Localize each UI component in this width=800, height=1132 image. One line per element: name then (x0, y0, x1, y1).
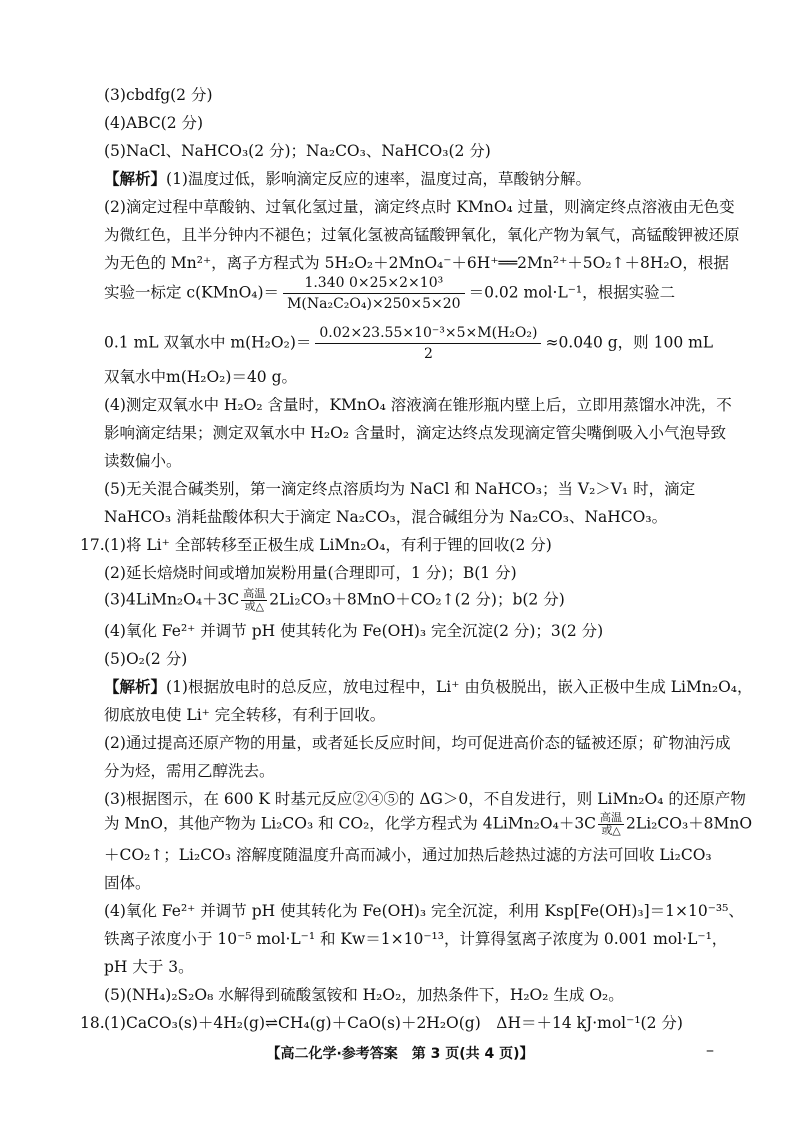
question-number: 18. (80, 1014, 105, 1032)
answer-line: (5)NaCl、NaHCO₃(2 分)；Na₂CO₃、NaHCO₃(2 分) (104, 142, 491, 160)
analysis-line: NaHCO₃ 消耗盐酸体积大于滴定 Na₂CO₃，混合碱组分为 Na₂CO₃、NaHCO₃。 (104, 508, 668, 526)
fraction-numerator: 1.340 0×25×2×10³ (283, 274, 465, 294)
equation-right: 2Li₂CO₃＋8MnO (626, 814, 753, 833)
formula-suffix: ≈0.040 g，则 100 mL (545, 333, 714, 352)
analysis-line: 读数偏小。 (104, 452, 182, 470)
analysis-line: pH 大于 3。 (104, 958, 194, 976)
answer-line: (2)延长焙烧时间或增加炭粉用量(合理即可，1 分)；B(1 分) (104, 564, 517, 582)
fraction (315, 324, 541, 363)
analysis-line: (4)氧化 Fe²⁺ 并调节 pH 使其转化为 Fe(OH)₃ 完全沉淀，利用 Ksp[Fe(OH)₃]＝1×10⁻³⁵、 (104, 902, 744, 920)
equation-right: 2Li₂CO₃＋8MnO＋CO₂↑(2 分)；b(2 分) (269, 590, 565, 609)
fraction-numerator: 0.02×23.55×10⁻³×5×M(H₂O₂) (315, 324, 541, 344)
answer-line: (4)ABC(2 分) (104, 114, 204, 132)
analysis-line: (2)滴定过程中草酸钠、过氧化氢过量，滴定终点时 KMnO₄ 过量，则滴定终点溶液由无色变 (104, 198, 735, 216)
fraction-denominator: 2 (423, 346, 433, 362)
condition-top: 高温 (600, 811, 623, 824)
analysis-line: 彻底放电使 Li⁺ 完全转移，有利于回收。 (104, 706, 386, 724)
analysis-line: (4)测定双氧水中 H₂O₂ 含量时，KMnO₄ 溶液滴在锥形瓶内壁上后，立即用蒸馏水冲洗，不 (104, 396, 732, 414)
analysis-line: (3)根据图示，在 600 K 时基元反应②④⑤的 ΔG＞0，不自发进行，则 LiMn₂O₄ 的还原产物 (104, 790, 746, 808)
footer-dash: – (706, 1040, 714, 1059)
fraction-denominator: M(Na₂C₂O₄)×250×5×20 (287, 296, 461, 312)
page-footer: 【高二化学·参考答案 第 3 页(共 4 页)】 (266, 1046, 534, 1062)
formula-line (104, 324, 713, 363)
reaction-condition (598, 812, 624, 837)
analysis-text: (1)温度过低，影响滴定反应的速率，温度过高，草酸钠分解。 (166, 170, 591, 188)
analysis-line: 为微红色，且半分钟内不褪色；过氧化氢被高锰酸钾氧化，氧化产物为氧气，高锰酸钾被还原 (104, 226, 740, 244)
formula-suffix: ＝0.02 mol·L⁻¹，根据实验二 (468, 283, 676, 302)
analysis-line: 双氧水中m(H₂O₂)＝40 g。 (104, 368, 298, 386)
equation-line (104, 812, 752, 837)
analysis-line: 分为烃，需用乙醇洗去。 (104, 762, 275, 780)
analysis-line: 为无色的 Mn²⁺，离子方程式为 5H₂O₂＋2MnO₄⁻＋6H⁺══2Mn²⁺＋5O₂↑＋8H₂O，根据 (104, 254, 729, 272)
formula-prefix: 实验一标定 c(KMnO₄)＝ (104, 283, 280, 302)
equation-line (104, 588, 565, 613)
equation-left: (3)4LiMn₂O₄＋3C (104, 590, 240, 609)
condition-bottom: 或△ (244, 600, 265, 613)
condition-top: 高温 (243, 587, 266, 600)
question-number: 17. (80, 536, 105, 554)
analysis-line: (5)无关混合碱类别，第一滴定终点溶质均为 NaCl 和 NaHCO₃；当 V₂＞V₁ 时，滴定 (104, 480, 696, 498)
reaction-condition (241, 588, 267, 613)
analysis-line: 铁离子浓度小于 10⁻⁵ mol·L⁻¹ 和 Kw＝1×10⁻¹³，计算得氢离子浓度为 0.001 mol·L⁻¹， (104, 930, 728, 948)
analysis-line: ＋CO₂↑；Li₂CO₃ 溶解度随温度升高而减小，通过加热后趁热过滤的方法可回收 Li₂CO₃ (104, 846, 712, 864)
analysis-line: 影响滴定结果；测定双氧水中 H₂O₂ 含量时，滴定达终点发现滴定管尖嘴倒吸入小气泡导致 (104, 424, 727, 442)
answer-line: (1)CaCO₃(s)＋4H₂(g)⇌CH₄(g)＋CaO(s)＋2H₂O(g) ΔH＝＋14 kJ·mol⁻¹(2 分) (104, 1014, 683, 1032)
analysis-text: (1)根据放电时的总反应，放电过程中，Li⁺ 由负极脱出，嵌入正极中生成 LiMn₂O₄， (166, 678, 753, 696)
equation-left: 为 MnO，其他产物为 Li₂CO₃ 和 CO₂，化学方程式为 4LiMn₂O₄＋3C (104, 814, 597, 833)
analysis-line (104, 168, 591, 190)
analysis-line: (2)通过提高还原产物的用量，或者延长反应时间，均可促进高价态的锰被还原；矿物油污成 (104, 734, 731, 752)
fraction (283, 274, 465, 313)
condition-bottom: 或△ (601, 824, 621, 837)
answer-line: (5)O₂(2 分) (104, 650, 188, 668)
analysis-line: (5)(NH₄)₂S₂O₈ 水解得到硫酸氢铵和 H₂O₂，加热条件下，H₂O₂ 生成 O₂。 (104, 986, 624, 1004)
analysis-tag: 【解析】 (104, 678, 167, 696)
answer-line: (4)氧化 Fe²⁺ 并调节 pH 使其转化为 Fe(OH)₃ 完全沉淀(2 分)；3(2 分) (104, 622, 604, 640)
formula-line (104, 274, 675, 313)
analysis-line: 固体。 (104, 874, 151, 892)
answer-line: (3)cbdfg(2 分) (104, 86, 213, 104)
analysis-tag: 【解析】 (104, 170, 167, 188)
analysis-line (104, 676, 753, 698)
answer-line: (1)将 Li⁺ 全部转移至正极生成 LiMn₂O₄，有利于锂的回收(2 分) (104, 536, 552, 554)
formula-prefix: 0.1 mL 双氧水中 m(H₂O₂)＝ (104, 333, 312, 352)
